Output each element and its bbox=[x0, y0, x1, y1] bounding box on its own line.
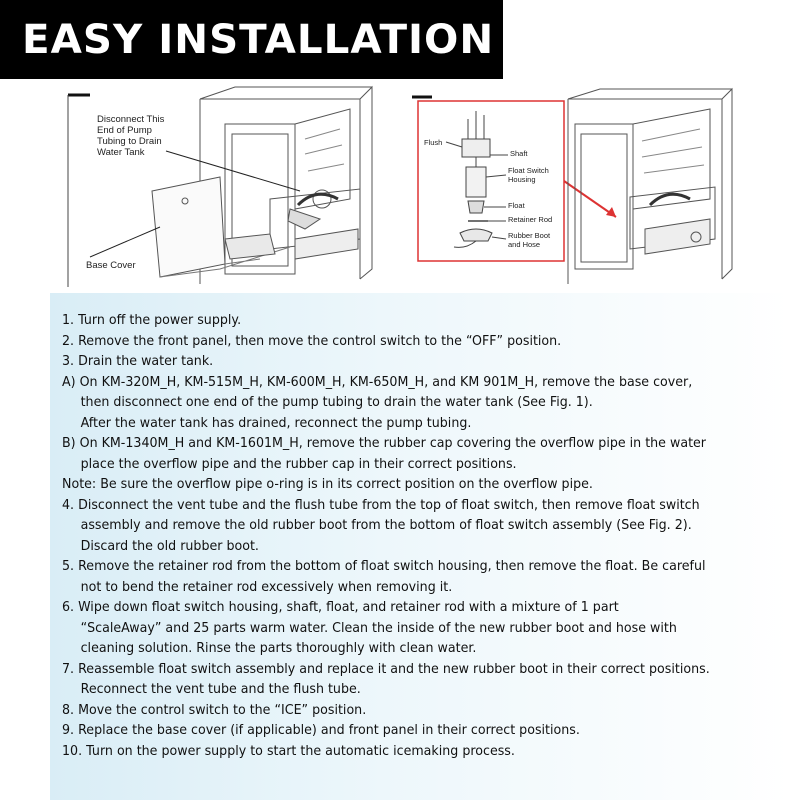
figure-2 bbox=[410, 79, 745, 289]
step-10: 10. Turn on the power supply to start the automatic icemaking process. bbox=[62, 742, 515, 759]
step-9: 9. Replace the base cover (if applicable) and front panel in their correct positions. bbox=[62, 722, 580, 738]
label-line: and Hose bbox=[508, 239, 541, 249]
retainer-rod-label: Retainer Rod bbox=[508, 215, 553, 224]
step-8: 8. Move the control switch to the “ICE” position. bbox=[62, 701, 367, 718]
shaft-label: Shaft bbox=[510, 149, 528, 158]
step-5: 5. Remove the retainer rod from the bottom of float switch housing, then remove the float. Be careful bbox=[62, 558, 706, 574]
figure-1 bbox=[60, 79, 400, 289]
step-3b: B) On KM-1340M_H and KM-1601M_H, remove the rubber cap covering the overflow pipe in the water bbox=[62, 435, 707, 451]
page-title-banner bbox=[0, 0, 503, 79]
float-label: Float bbox=[508, 201, 525, 210]
step-3: 3. Drain the water tank. bbox=[62, 353, 214, 369]
pump-tubing-callout bbox=[97, 115, 164, 159]
step-3a: A) On KM-320M_H, KM-515M_H, KM-600M_H, KM-650M_H, and KM 901M_H, remove the base cover, bbox=[62, 373, 693, 390]
rubber-boot-label bbox=[508, 232, 550, 249]
step-6-continued: “ScaleAway” and 25 parts warm water. Clean the inside of the new rubber boot and hose with bbox=[80, 619, 677, 636]
callout-line: Tubing to Drain bbox=[97, 135, 162, 147]
page-title: EASY INSTALLATION bbox=[22, 15, 495, 63]
label-line: Rubber Boot bbox=[508, 231, 551, 240]
step-3a-continued: After the water tank has drained, reconnect the pump tubing. bbox=[80, 414, 472, 431]
step-4-continued: assembly and remove the old rubber boot from the bottom of float switch assembly (See Fig. 2). bbox=[80, 517, 692, 533]
step-7-continued: Reconnect the vent tube and the flush tube. bbox=[80, 681, 361, 697]
step-3a-continued: then disconnect one end of the pump tubing to drain the water tank (See Fig. 1). bbox=[80, 394, 593, 410]
step-2: 2. Remove the front panel, then move the control switch to the “OFF” position. bbox=[62, 332, 562, 349]
step-6-continued: cleaning solution. Rinse the parts thoroughly with clean water. bbox=[80, 640, 477, 656]
callout-line: Water Tank bbox=[97, 146, 145, 158]
figures-row bbox=[0, 79, 800, 294]
figure-2-illustration bbox=[410, 79, 745, 289]
base-cover-label: Base Cover bbox=[86, 260, 136, 271]
instructions-panel bbox=[50, 293, 790, 800]
step-5-continued: not to bend the retainer rod excessively when removing it. bbox=[80, 578, 453, 595]
step-4-continued: Discard the old rubber boot. bbox=[80, 537, 259, 554]
step-4: 4. Disconnect the vent tube and the flush tube from the top of float switch, then remove float switch bbox=[62, 496, 700, 513]
flush-label: Flush bbox=[424, 138, 443, 147]
step-7: 7. Reassemble float switch assembly and replace it and the new rubber boot in their correct positions. bbox=[62, 660, 710, 677]
callout-line: End of Pump bbox=[97, 124, 152, 136]
label-line: Housing bbox=[508, 174, 536, 184]
label-line: Float Switch bbox=[508, 166, 549, 175]
step-1: 1. Turn off the power supply. bbox=[62, 312, 242, 328]
float-switch-housing-label bbox=[508, 167, 549, 184]
figure-1-illustration bbox=[60, 79, 400, 289]
callout-line: Disconnect This bbox=[97, 114, 165, 125]
note: Note: Be sure the overflow pipe o-ring is in its correct position on the overflow pipe. bbox=[62, 476, 593, 492]
step-6: 6. Wipe down float switch housing, shaft, float, and retainer rod with a mixture of 1 part bbox=[62, 599, 619, 615]
step-3b-continued: place the overflow pipe and the rubber cap in their correct positions. bbox=[80, 455, 517, 472]
